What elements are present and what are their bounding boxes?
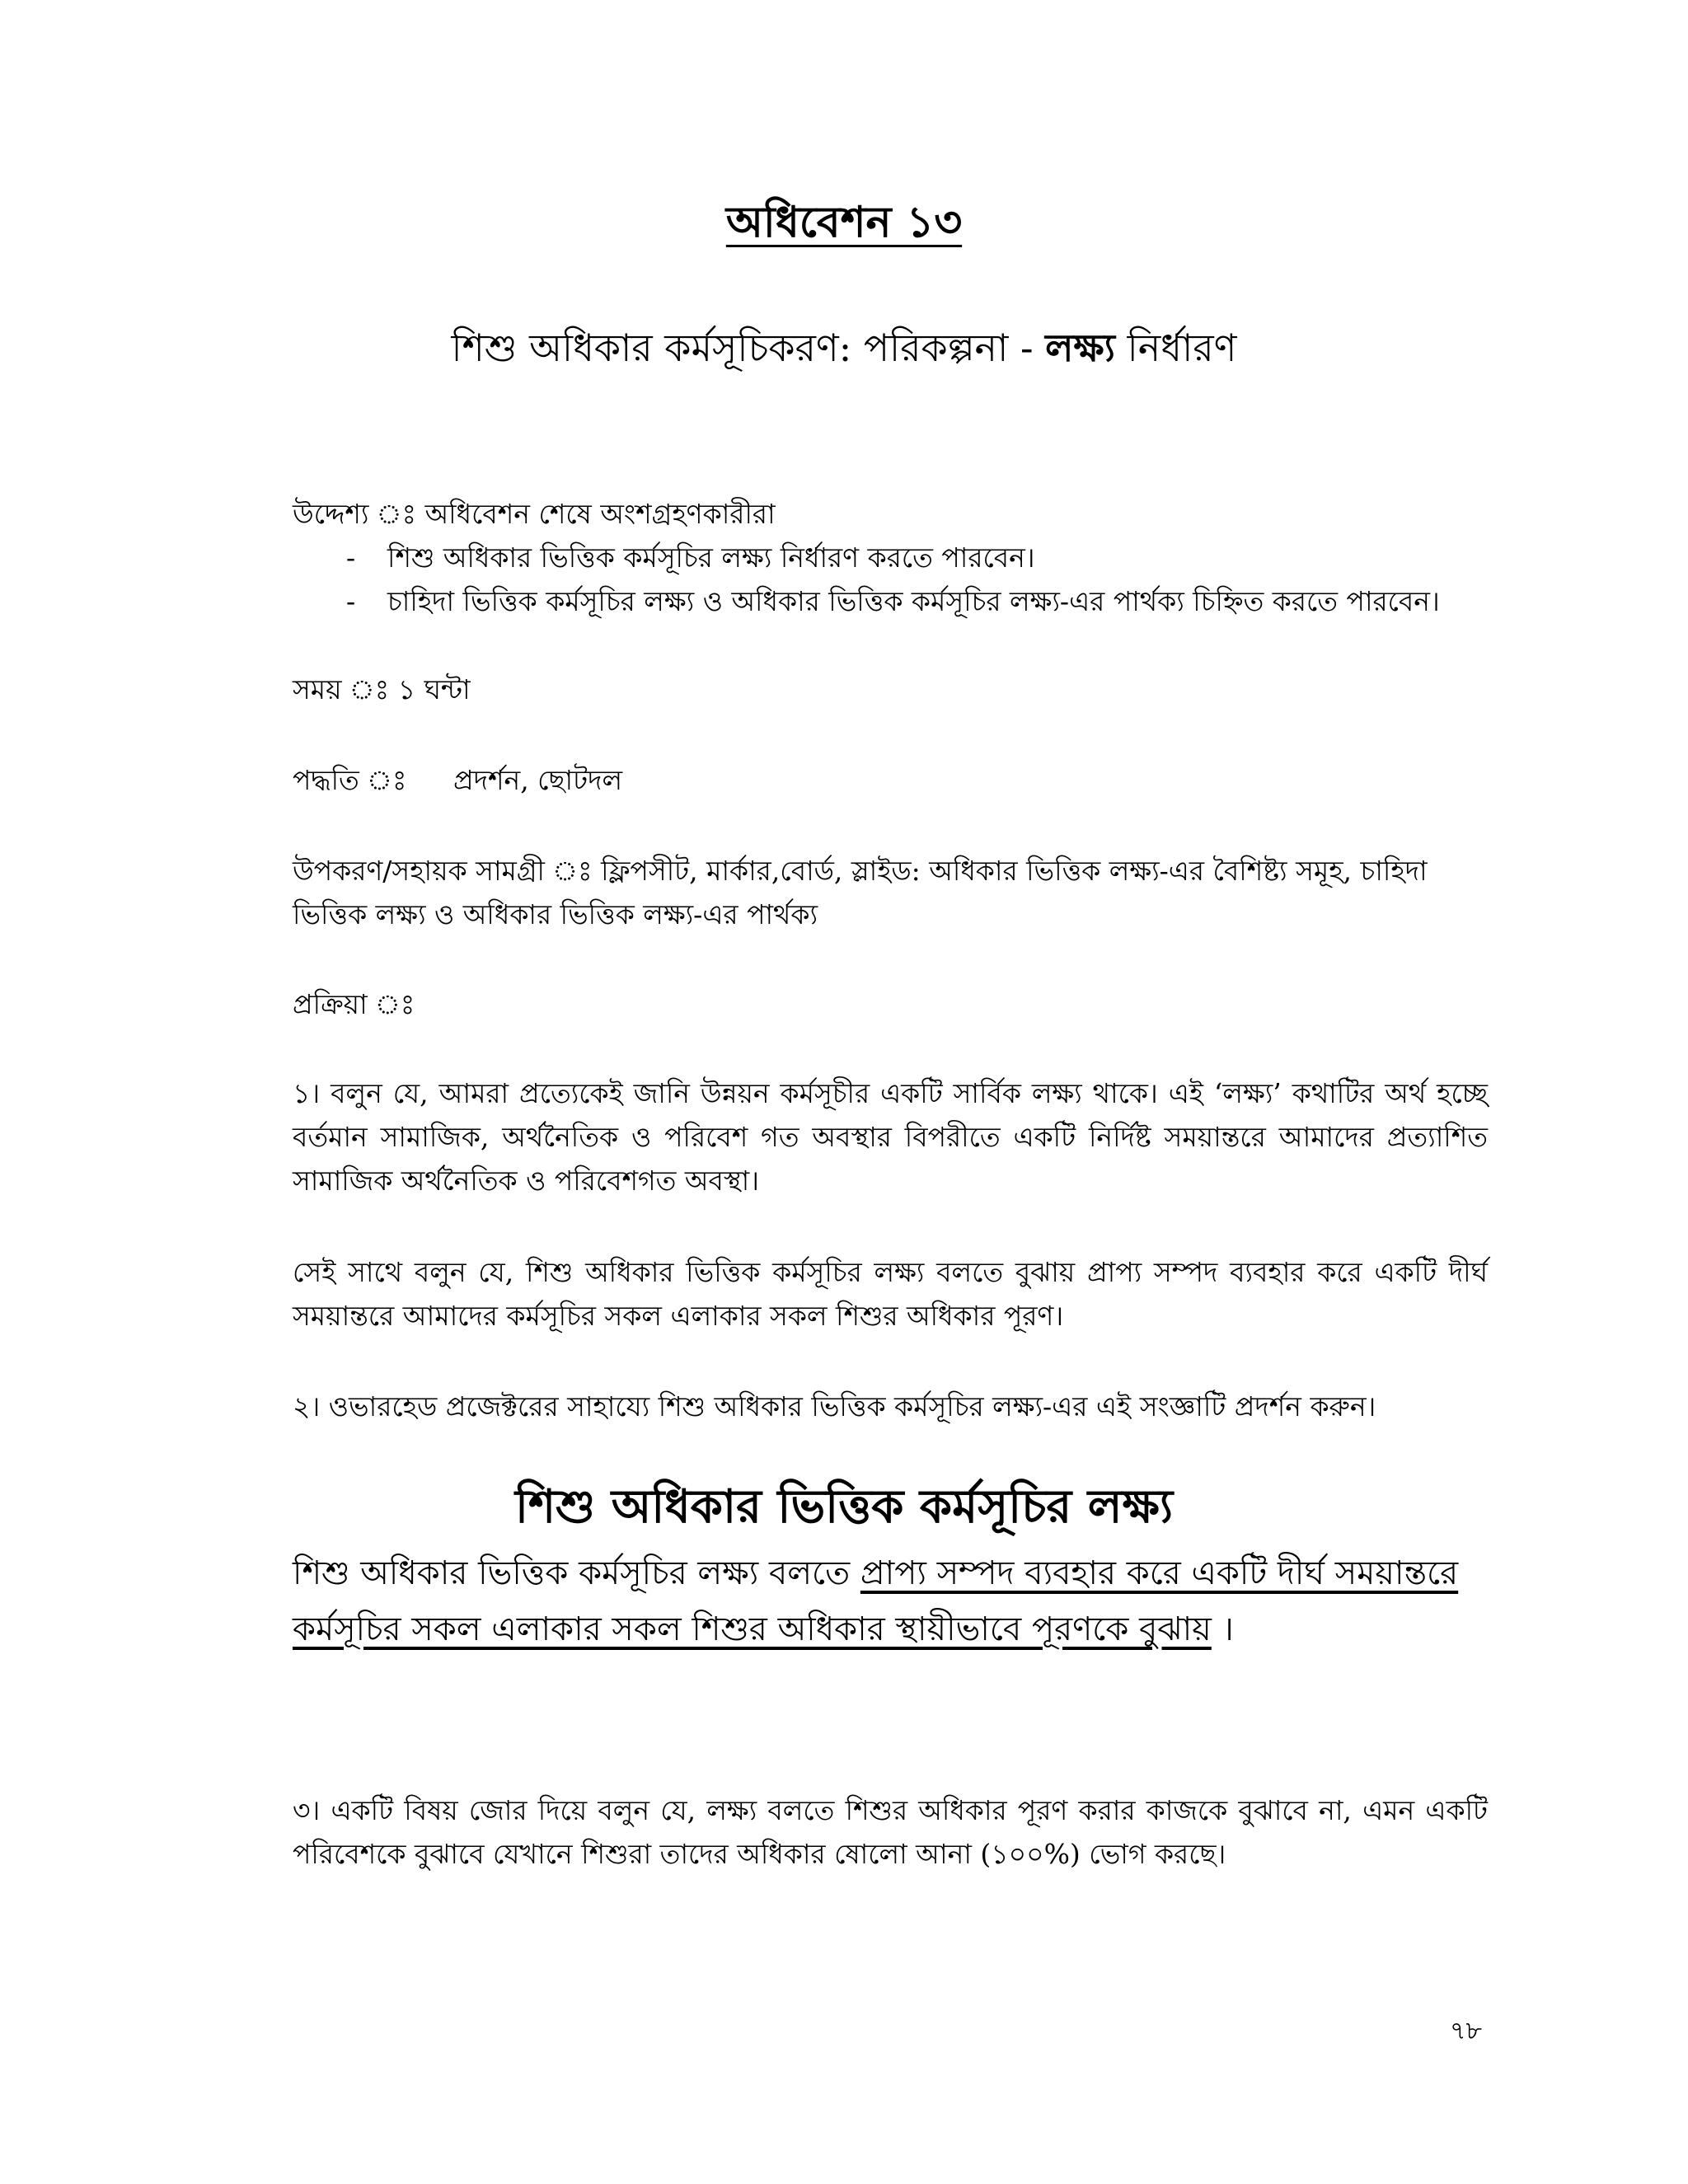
session-title-text: অধিবেশন ১৩ bbox=[725, 197, 963, 247]
time-line bbox=[293, 668, 1488, 711]
method-value: প্রদর্শন, ছোটদল bbox=[453, 764, 623, 796]
objective-item bbox=[293, 536, 1488, 579]
objective-item bbox=[293, 579, 1488, 623]
session-title bbox=[0, 194, 1688, 251]
time-label: সময় ঃ bbox=[293, 673, 390, 705]
objective-list bbox=[293, 536, 1488, 623]
process-step-3: ৩। একটি বিষয় জোর দিয়ে বলুন যে, লক্ষ্য বলতে শিশুর অধিকার পূরণ করার কাজকে বুঝাবে না, এমন একটি পরিবেশকে বুঝাবে যেখানে শিশুরা তাদের অধিকার ষোলো আনা (১০০%) ভোগ করছে। bbox=[293, 1794, 1488, 1870]
process-step-2: ২। ওভারহেড প্রজেক্টরের সাহায্যে শিশু অধিকার ভিত্তিক কর্মসূচির লক্ষ্য-এর এই সংজ্ঞাটি প্রদর্শন করুন। bbox=[293, 1390, 1376, 1422]
objective-item-text: শিশু অধিকার ভিত্তিক কর্মসূচির লক্ষ্য নির্ধারণ করতে পারবেন। bbox=[387, 541, 1035, 574]
process-step-1-continued: সেই সাথে বলুন যে, শিশু অধিকার ভিত্তিক কর্মসূচির লক্ষ্য বলতে বুঝায় প্রাপ্য সম্পদ ব্যবহার করে একটি দীর্ঘ সময়ান্তরে আমাদের কর্মসূচির সকল এলাকার সকল শিশুর অধিকার পূরণ। bbox=[293, 1256, 1488, 1332]
objective-item-text: চাহিদা ভিত্তিক কর্মসূচির লক্ষ্য ও অধিকার ভিত্তিক কর্মসূচির লক্ষ্য-এর পার্থক্য চিহ্নিত করতে পারবেন। bbox=[387, 585, 1440, 617]
time-value: ১ ঘন্টা bbox=[397, 673, 471, 705]
definition-plain: শিশু অধিকার ভিত্তিক কর্মসূচির লক্ষ্য বলতে bbox=[293, 1554, 860, 1592]
definition-underlined: প্রাপ্য সম্পদ ব্যবহার করে একটি দীর্ঘ সময়ান্তরে কর্মসূচির সকল এলাকার সকল শিশুর অধিকার স্থায়ীভাবে পূরণকে বুঝায় bbox=[293, 1554, 1459, 1648]
process-step-1: ১। বলুন যে, আমরা প্রত্যেকেই জানি উন্নয়ন কর্মসূচীর একটি সার্বিক লক্ষ্য থাকে। এই ‘লক্ষ্য’ কথাটির অর্থ হচ্ছে বর্তমান সামাজিক, অর্থনৈতিক ও পরিবেশ গত অবস্থার বিপরীতে একটি নির্দিষ্ট সময়ান্তরে আমাদের প্রত্যাশিত সামাজিক অর্থনৈতিক ও পরিবেশগত অবস্থা। bbox=[293, 1077, 1488, 1197]
subtitle-part-1: শিশু অধিকার কর্মসূচিকরণ: পরিকল্পনা - bbox=[451, 326, 1046, 370]
method-line bbox=[293, 758, 1488, 802]
definition-end: । bbox=[1211, 1610, 1234, 1648]
materials-text: উপকরণ/সহায়ক সামগ্রী ঃ ফ্লিপসীট, মার্কার,বোর্ড, স্লাইড: অধিকার ভিত্তিক লক্ষ্য-এর বৈশিষ্ট্য সমূহ, চাহিদা ভিত্তিক লক্ষ্য ও অধিকার ভিত্তিক লক্ষ্য-এর পার্থক্য bbox=[293, 855, 1428, 930]
page-number: ৭৮ bbox=[1450, 2017, 1482, 2046]
process-label: প্রক্রিয়া ঃ bbox=[293, 988, 415, 1020]
session-subtitle bbox=[0, 321, 1688, 374]
subtitle-part-2: নির্ধারণ bbox=[1115, 326, 1237, 370]
definition-heading: শিশু অধিকার ভিত্তিক কর্মসূচির লক্ষ্য bbox=[514, 1479, 1174, 1534]
bullet-dash: - bbox=[346, 541, 356, 574]
bullet-dash: - bbox=[346, 585, 356, 617]
subtitle-bold: লক্ষ্য bbox=[1045, 326, 1116, 370]
objective-label: উদ্দেশ্য ঃ অধিবেশন শেষে অংশগ্রহণকারীরা bbox=[293, 498, 776, 530]
definition-body bbox=[293, 1545, 1500, 1657]
method-label: পদ্ধতি ঃ bbox=[293, 764, 407, 796]
